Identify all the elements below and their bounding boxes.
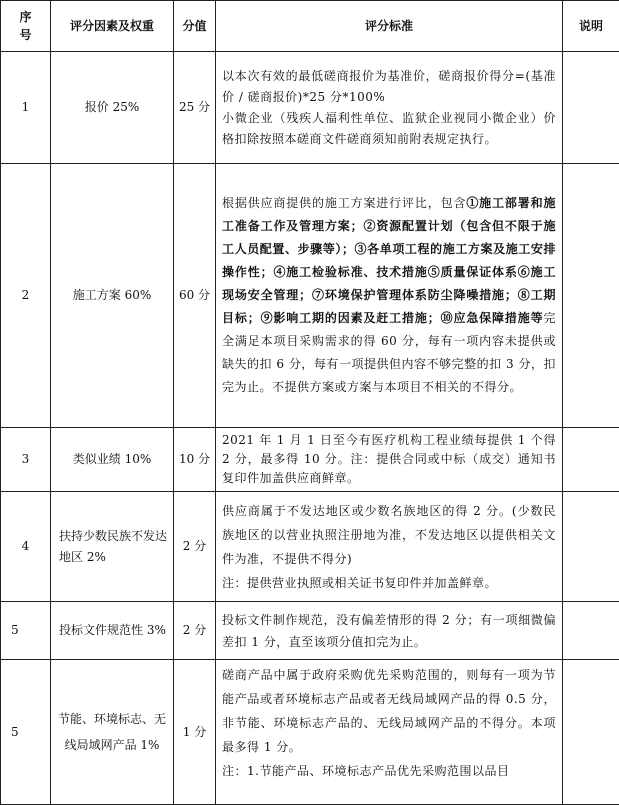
table-row xyxy=(1,660,619,805)
row-standard xyxy=(216,428,563,492)
standard-line: 供应商属于不发达地区或少数名族地区的得 2 分。(少数民族地区的以营业执照注册地为准，不发达地区以提供相关文件为准，不提供不得分) xyxy=(222,503,556,566)
row-num: 4 xyxy=(1,492,51,602)
standard-bold-items: ①施工部署和施工准备工作及管理方案；②资源配置计划（包含但不限于施工人员配置、步骤等）；③各单项工程的施工方案及施工安排操作性；④施工检验标准、技术措施⑤质量保证体系⑥施工现场安全管理；⑦环境保护管理体系防尘降噪措施；⑧工期目标；⑨影响工期的因素及赶工措施；⑩应急保障措施等 xyxy=(222,196,556,325)
header-factor: 评分因素及权重 xyxy=(51,1,174,52)
row-factor: 报价 25% xyxy=(51,52,174,164)
row-factor: 节能、环境标志、无线局域网产品 1% xyxy=(51,660,174,805)
row-score: 1 分 xyxy=(174,660,216,805)
table-row xyxy=(1,492,619,602)
row-standard xyxy=(216,492,563,602)
row-factor: 施工方案 60% xyxy=(51,164,174,428)
table-row xyxy=(1,428,619,492)
row-num: 5 xyxy=(1,660,51,805)
standard-tail: 完全满足本项目采购需求的得 60 分，每有一项内容未提供或缺失的扣 6 分，每有一项提供但内容不够完整的扣 3 分，扣完为止。不提供方案或方案与本项目不相关的不得分。 xyxy=(222,311,556,394)
row-note xyxy=(563,164,619,428)
table-row xyxy=(1,164,619,428)
row-note xyxy=(563,428,619,492)
table-header-row xyxy=(1,1,619,52)
table-row xyxy=(1,602,619,660)
row-note xyxy=(563,52,619,164)
row-note xyxy=(563,660,619,805)
row-num: 3 xyxy=(1,428,51,492)
row-standard xyxy=(216,660,563,805)
row-factor: 扶持少数民族不发达地区 2% xyxy=(51,492,174,602)
standard-paragraph xyxy=(222,192,556,399)
row-standard xyxy=(216,164,563,428)
standard-line: 小微企业（残疾人福利性单位、监狱企业视同小微企业）价格扣除按照本磋商文件磋商须知前附表规定执行。 xyxy=(222,110,556,146)
header-standard: 评分标准 xyxy=(216,1,563,52)
row-num: 2 xyxy=(1,164,51,428)
row-score: 25 分 xyxy=(174,52,216,164)
row-factor: 类似业绩 10% xyxy=(51,428,174,492)
header-score: 分值 xyxy=(174,1,216,52)
row-score: 10 分 xyxy=(174,428,216,492)
standard-line: 注：提供营业执照或相关证书复印件并加盖鲜章。 xyxy=(222,575,498,590)
standard-line: 以本次有效的最低磋商报价为基准价，磋商报价得分=(基准价 / 磋商报价)*25 分*100% xyxy=(222,68,556,104)
row-score: 2 分 xyxy=(174,492,216,602)
header-num: 序号 xyxy=(1,1,51,52)
row-score: 2 分 xyxy=(174,602,216,660)
row-note xyxy=(563,492,619,602)
row-note xyxy=(563,602,619,660)
standard-line: 投标文件制作规范，没有偏差情形的得 2 分；有一项细微偏差扣 1 分，直至该项分值扣完为止。 xyxy=(222,612,556,649)
row-standard xyxy=(216,52,563,164)
standard-lead: 根据供应商提供的施工方案进行评比，包含 xyxy=(222,196,467,210)
row-factor: 投标文件规范性 3% xyxy=(51,602,174,660)
row-num: 5 xyxy=(1,602,51,660)
standard-line: 2021 年 1 月 1 日至今有医疗机构工程业绩每提供 1 个得 2 分，最多得 10 分。注：提供合同或中标（成交）通知书复印件加盖供应商鲜章。 xyxy=(222,433,556,485)
header-note: 说明 xyxy=(563,1,619,52)
standard-line: 磋商产品中属于政府采购优先采购范围的，则每有一项为节能产品或者环境标志产品或者无线局域网产品的得 0.5 分，非节能、环境标志产品的、无线局域网产品的不得分。本项最多得 1 分。 xyxy=(222,668,556,754)
row-standard xyxy=(216,602,563,660)
row-num: 1 xyxy=(1,52,51,164)
standard-line: 注：1.节能产品、环境标志产品优先采购范围以品目 xyxy=(222,764,510,778)
row-score: 60 分 xyxy=(174,164,216,428)
table-row xyxy=(1,52,619,164)
